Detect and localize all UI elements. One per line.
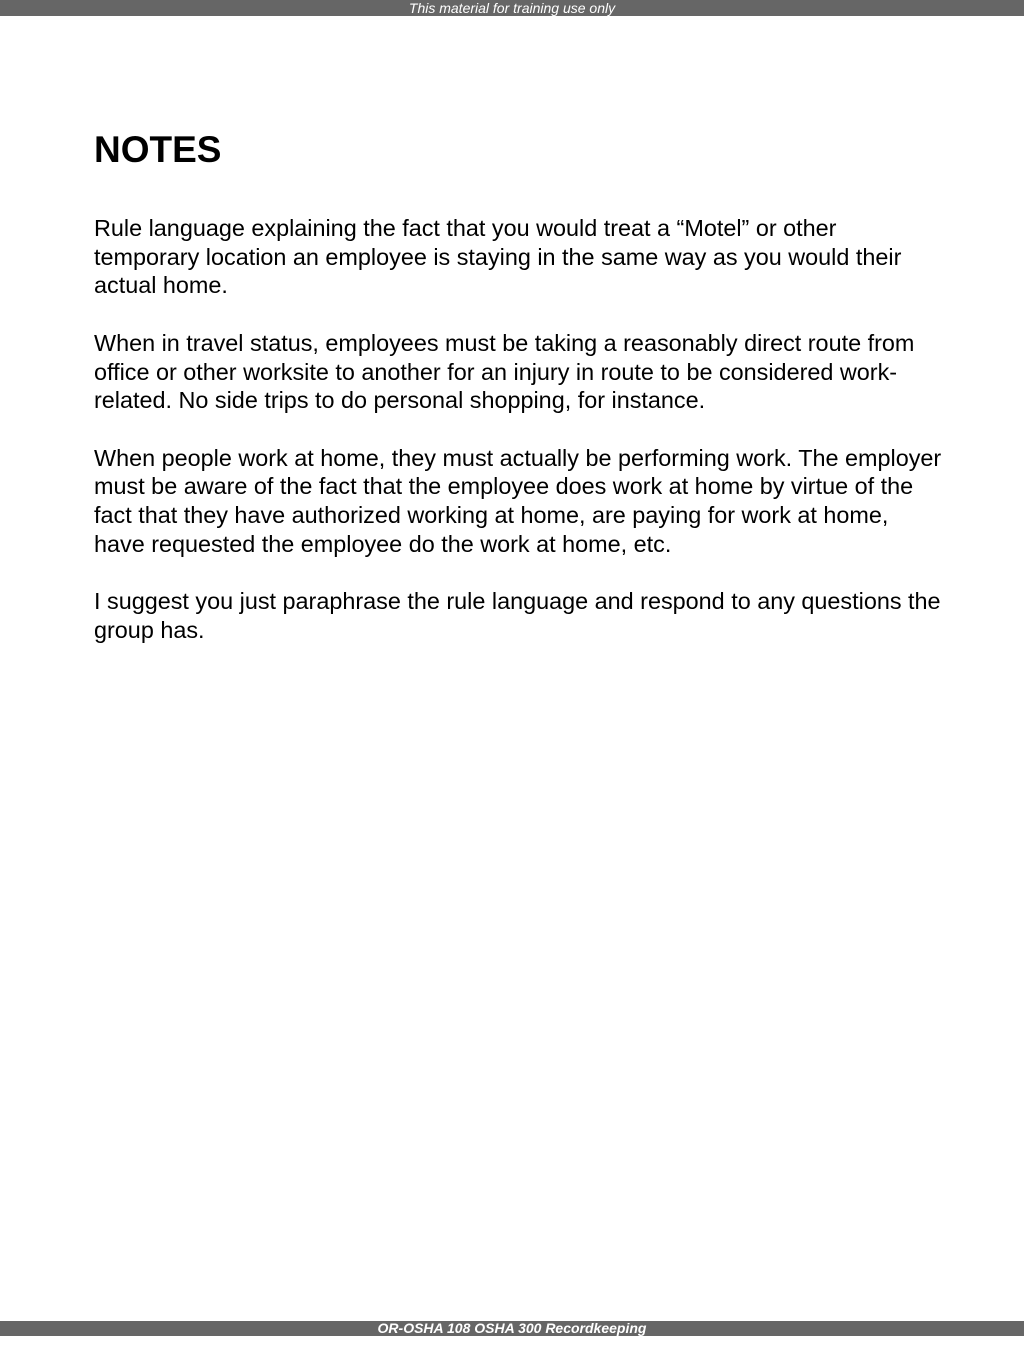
notes-paragraph: When in travel status, employees must be taking a reasonably direct route from office or other worksite to another for an injury in route to be considered work-related. No side trips to do personal shopping, for instance. [94, 329, 915, 414]
notes-paragraph: Rule language explaining the fact that you would treat a “Motel” or other temporary location an employee is staying in the same way as you would their actual home. [94, 215, 902, 299]
top-banner-text: This material for training use only [408, 0, 616, 16]
bottom-banner-text: OR-OSHA 108 OSHA 300 Recordkeeping [377, 1320, 647, 1336]
bottom-banner [0, 1321, 1024, 1336]
page-title: NOTES [94, 129, 222, 170]
top-banner [0, 0, 1024, 16]
notes-paragraph: I suggest you just paraphrase the rule language and respond to any questions the group has. [94, 588, 941, 643]
notes-paragraph: When people work at home, they must actually be performing work. The employer must be aware of the fact that the employee does work at home by virtue of the fact that they have authorized working at home, are paying for work at home, have requested the employee do the work at home, etc. [94, 444, 942, 557]
notes-body [94, 214, 944, 673]
